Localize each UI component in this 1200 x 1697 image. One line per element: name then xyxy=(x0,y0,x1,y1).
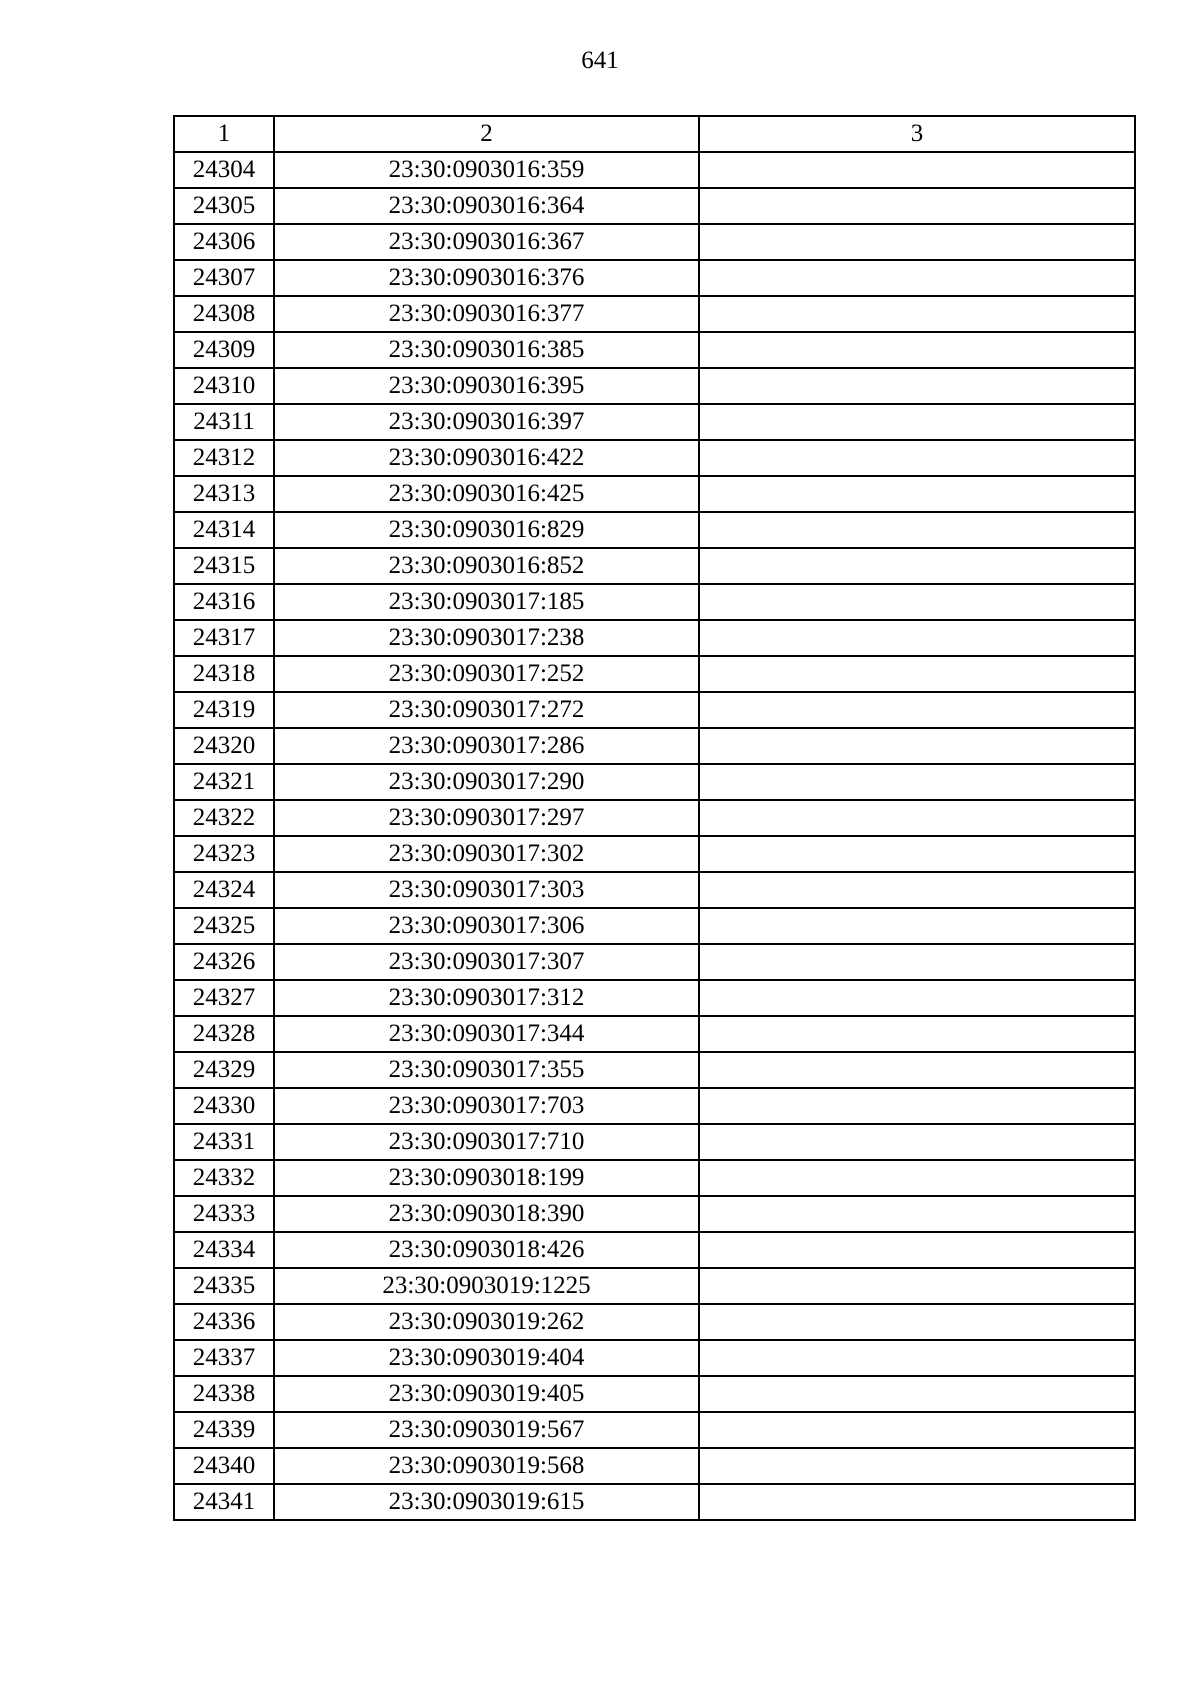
table-row xyxy=(174,728,1135,764)
notes-cell xyxy=(699,872,1135,908)
row-number-cell: 24310 xyxy=(174,368,274,404)
table-row xyxy=(174,800,1135,836)
cadastral-number-cell: 23:30:0903018:390 xyxy=(274,1196,699,1232)
row-number-cell: 24326 xyxy=(174,944,274,980)
table-row xyxy=(174,1016,1135,1052)
notes-cell xyxy=(699,476,1135,512)
cadastral-number-cell: 23:30:0903017:303 xyxy=(274,872,699,908)
cadastral-number-cell: 23:30:0903018:199 xyxy=(274,1160,699,1196)
table-row xyxy=(174,152,1135,188)
notes-cell xyxy=(699,836,1135,872)
cadastral-number-cell: 23:30:0903017:302 xyxy=(274,836,699,872)
row-number-cell: 24315 xyxy=(174,548,274,584)
notes-cell xyxy=(699,656,1135,692)
row-number-cell: 24312 xyxy=(174,440,274,476)
row-number-cell: 24304 xyxy=(174,152,274,188)
cadastral-number-cell: 23:30:0903018:426 xyxy=(274,1232,699,1268)
row-number-cell: 24309 xyxy=(174,332,274,368)
row-number-cell: 24340 xyxy=(174,1448,274,1484)
cadastral-number-cell: 23:30:0903019:262 xyxy=(274,1304,699,1340)
cadastral-number-cell: 23:30:0903017:238 xyxy=(274,620,699,656)
row-number-cell: 24341 xyxy=(174,1484,274,1520)
table-row xyxy=(174,1196,1135,1232)
row-number-cell: 24334 xyxy=(174,1232,274,1268)
table-row xyxy=(174,872,1135,908)
notes-cell xyxy=(699,980,1135,1016)
table-row xyxy=(174,512,1135,548)
row-number-cell: 24319 xyxy=(174,692,274,728)
row-number-cell: 24306 xyxy=(174,224,274,260)
table-row xyxy=(174,440,1135,476)
table-row xyxy=(174,476,1135,512)
notes-cell xyxy=(699,1412,1135,1448)
row-number-cell: 24318 xyxy=(174,656,274,692)
table-row xyxy=(174,944,1135,980)
column-header-3: 3 xyxy=(699,116,1135,152)
row-number-cell: 24337 xyxy=(174,1340,274,1376)
cadastral-number-cell: 23:30:0903017:252 xyxy=(274,656,699,692)
notes-cell xyxy=(699,188,1135,224)
cadastral-number-cell: 23:30:0903019:567 xyxy=(274,1412,699,1448)
column-header-1: 1 xyxy=(174,116,274,152)
notes-cell xyxy=(699,764,1135,800)
notes-cell xyxy=(699,1052,1135,1088)
cadastral-number-cell: 23:30:0903017:344 xyxy=(274,1016,699,1052)
row-number-cell: 24316 xyxy=(174,584,274,620)
table-row xyxy=(174,1412,1135,1448)
row-number-cell: 24332 xyxy=(174,1160,274,1196)
row-number-cell: 24307 xyxy=(174,260,274,296)
notes-cell xyxy=(699,368,1135,404)
cadastral-number-cell: 23:30:0903016:397 xyxy=(274,404,699,440)
table-row xyxy=(174,1484,1135,1520)
notes-cell xyxy=(699,512,1135,548)
notes-cell xyxy=(699,224,1135,260)
table-row xyxy=(174,224,1135,260)
table-body xyxy=(174,152,1135,1520)
notes-cell xyxy=(699,1448,1135,1484)
row-number-cell: 24335 xyxy=(174,1268,274,1304)
table-row xyxy=(174,260,1135,296)
row-number-cell: 24330 xyxy=(174,1088,274,1124)
table-header xyxy=(174,116,1135,152)
row-number-cell: 24311 xyxy=(174,404,274,440)
cadastral-number-cell: 23:30:0903016:376 xyxy=(274,260,699,296)
notes-cell xyxy=(699,944,1135,980)
table-row xyxy=(174,764,1135,800)
row-number-cell: 24328 xyxy=(174,1016,274,1052)
row-number-cell: 24339 xyxy=(174,1412,274,1448)
table-row xyxy=(174,404,1135,440)
row-number-cell: 24329 xyxy=(174,1052,274,1088)
cadastral-number-cell: 23:30:0903016:385 xyxy=(274,332,699,368)
row-number-cell: 24322 xyxy=(174,800,274,836)
cadastral-number-cell: 23:30:0903016:377 xyxy=(274,296,699,332)
table-row xyxy=(174,296,1135,332)
table-row xyxy=(174,1304,1135,1340)
notes-cell xyxy=(699,908,1135,944)
cadastral-number-cell: 23:30:0903017:307 xyxy=(274,944,699,980)
row-number-cell: 24331 xyxy=(174,1124,274,1160)
cadastral-number-cell: 23:30:0903016:395 xyxy=(274,368,699,404)
notes-cell xyxy=(699,260,1135,296)
notes-cell xyxy=(699,692,1135,728)
cadastral-number-cell: 23:30:0903016:359 xyxy=(274,152,699,188)
table-row xyxy=(174,1160,1135,1196)
cadastral-number-cell: 23:30:0903017:297 xyxy=(274,800,699,836)
notes-cell xyxy=(699,1124,1135,1160)
notes-cell xyxy=(699,152,1135,188)
notes-cell xyxy=(699,584,1135,620)
cadastral-number-cell: 23:30:0903017:185 xyxy=(274,584,699,620)
table-row xyxy=(174,908,1135,944)
table-row xyxy=(174,1232,1135,1268)
cadastral-number-cell: 23:30:0903016:422 xyxy=(274,440,699,476)
notes-cell xyxy=(699,728,1135,764)
row-number-cell: 24323 xyxy=(174,836,274,872)
cadastral-number-cell: 23:30:0903019:568 xyxy=(274,1448,699,1484)
cadastral-number-cell: 23:30:0903017:710 xyxy=(274,1124,699,1160)
table-row xyxy=(174,980,1135,1016)
notes-cell xyxy=(699,800,1135,836)
notes-cell xyxy=(699,332,1135,368)
notes-cell xyxy=(699,440,1135,476)
column-header-2: 2 xyxy=(274,116,699,152)
table-row xyxy=(174,1340,1135,1376)
notes-cell xyxy=(699,1160,1135,1196)
table-row xyxy=(174,1052,1135,1088)
row-number-cell: 24325 xyxy=(174,908,274,944)
table-row xyxy=(174,1268,1135,1304)
cadastral-number-cell: 23:30:0903016:852 xyxy=(274,548,699,584)
row-number-cell: 24320 xyxy=(174,728,274,764)
cadastral-number-cell: 23:30:0903017:355 xyxy=(274,1052,699,1088)
cadastral-number-cell: 23:30:0903016:364 xyxy=(274,188,699,224)
table-row xyxy=(174,1124,1135,1160)
notes-cell xyxy=(699,404,1135,440)
cadastral-table xyxy=(173,115,1136,1521)
notes-cell xyxy=(699,1304,1135,1340)
cadastral-number-cell: 23:30:0903017:312 xyxy=(274,980,699,1016)
table-row xyxy=(174,584,1135,620)
row-number-cell: 24305 xyxy=(174,188,274,224)
page-number: 641 xyxy=(581,47,619,74)
notes-cell xyxy=(699,1340,1135,1376)
cadastral-number-cell: 23:30:0903019:1225 xyxy=(274,1268,699,1304)
cadastral-number-cell: 23:30:0903017:290 xyxy=(274,764,699,800)
cadastral-number-cell: 23:30:0903019:405 xyxy=(274,1376,699,1412)
table-row xyxy=(174,1448,1135,1484)
table-row xyxy=(174,692,1135,728)
notes-cell xyxy=(699,1268,1135,1304)
table-row xyxy=(174,1088,1135,1124)
table-row xyxy=(174,332,1135,368)
table-row xyxy=(174,368,1135,404)
cadastral-number-cell: 23:30:0903019:404 xyxy=(274,1340,699,1376)
row-number-cell: 24313 xyxy=(174,476,274,512)
notes-cell xyxy=(699,1232,1135,1268)
notes-cell xyxy=(699,1484,1135,1520)
row-number-cell: 24336 xyxy=(174,1304,274,1340)
row-number-cell: 24324 xyxy=(174,872,274,908)
cadastral-number-cell: 23:30:0903017:306 xyxy=(274,908,699,944)
notes-cell xyxy=(699,1376,1135,1412)
row-number-cell: 24333 xyxy=(174,1196,274,1232)
table-row xyxy=(174,656,1135,692)
notes-cell xyxy=(699,548,1135,584)
cadastral-number-cell: 23:30:0903017:703 xyxy=(274,1088,699,1124)
row-number-cell: 24338 xyxy=(174,1376,274,1412)
cadastral-number-cell: 23:30:0903016:367 xyxy=(274,224,699,260)
notes-cell xyxy=(699,296,1135,332)
table-row xyxy=(174,548,1135,584)
notes-cell xyxy=(699,1016,1135,1052)
cadastral-number-cell: 23:30:0903019:615 xyxy=(274,1484,699,1520)
cadastral-number-cell: 23:30:0903016:829 xyxy=(274,512,699,548)
table-row xyxy=(174,836,1135,872)
row-number-cell: 24321 xyxy=(174,764,274,800)
cadastral-number-cell: 23:30:0903017:286 xyxy=(274,728,699,764)
table-row xyxy=(174,620,1135,656)
row-number-cell: 24327 xyxy=(174,980,274,1016)
header-row xyxy=(174,116,1135,152)
table-row xyxy=(174,1376,1135,1412)
row-number-cell: 24314 xyxy=(174,512,274,548)
row-number-cell: 24317 xyxy=(174,620,274,656)
row-number-cell: 24308 xyxy=(174,296,274,332)
notes-cell xyxy=(699,1088,1135,1124)
table-row xyxy=(174,188,1135,224)
cadastral-number-cell: 23:30:0903017:272 xyxy=(274,692,699,728)
cadastral-number-cell: 23:30:0903016:425 xyxy=(274,476,699,512)
notes-cell xyxy=(699,620,1135,656)
notes-cell xyxy=(699,1196,1135,1232)
